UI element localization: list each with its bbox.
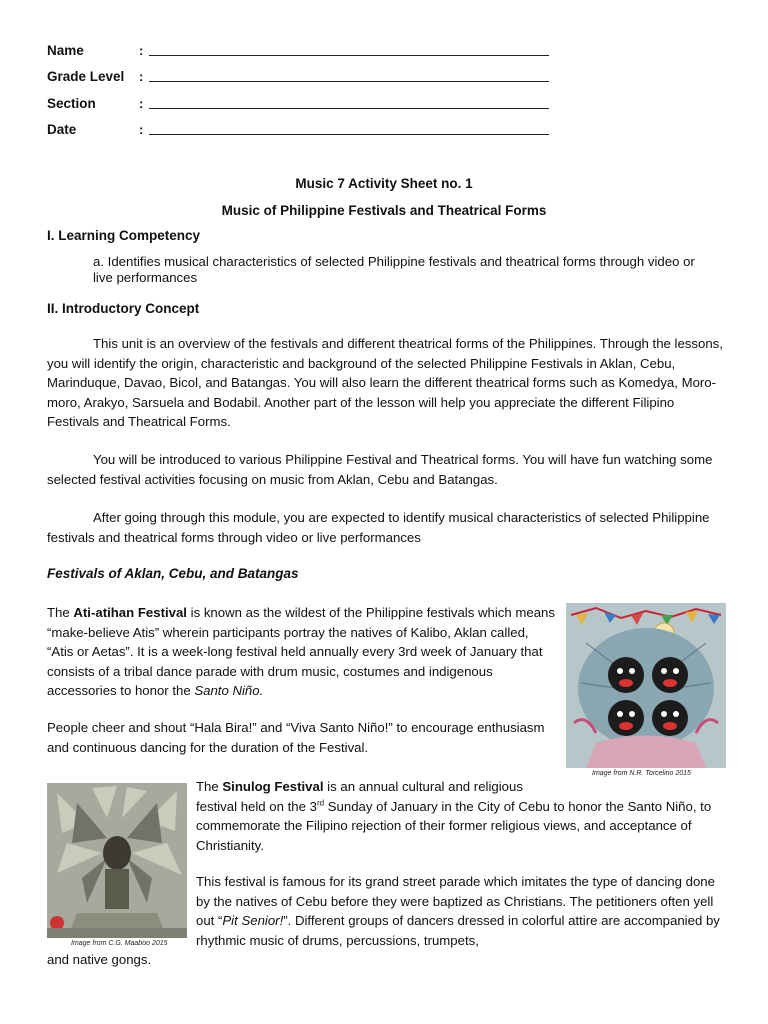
sinulog-last-line: and native gongs. xyxy=(47,952,152,967)
sinulog-para2-a: This festival is famous for its grand street parade which imitates the type of dancing done by the natives of Cebu before they were baptized as Christians. The petitioners often yell out “ xyxy=(196,874,715,928)
sinulog-body xyxy=(196,797,726,856)
sinulog-image xyxy=(47,783,187,938)
sinulog-first-line xyxy=(196,777,726,797)
intro-paragraph-2: You will be introduced to various Philippine Festival and Theatrical forms. You will have fun watching some selected festival activities focusing on music from Aklan, Cebu and Batangas. xyxy=(47,452,713,487)
sinulog-line1-post: is an annual cultural and religious xyxy=(323,779,523,794)
page-subtitle: Music of Philippine Festivals and Theatrical Forms xyxy=(221,203,547,218)
name-label: Name xyxy=(47,43,84,58)
sinulog-illustration xyxy=(47,783,187,938)
grade-level-colon: : xyxy=(139,69,144,84)
section-colon: : xyxy=(139,96,144,111)
grade-level-label: Grade Level xyxy=(47,69,125,84)
sinulog-line2-pre: festival held on the 3 xyxy=(196,798,317,814)
ati-pre: The xyxy=(47,605,74,620)
date-label: Date xyxy=(47,122,77,137)
sinulog-body-rest: Sunday of January in the City of Cebu to honor the Santo Niño, to commemorate the Filipino rejection of their former religious views, and acceptance of Christianity. xyxy=(196,798,712,853)
intro-paragraph-1: This unit is an overview of the festivals and different theatrical forms of the Philippines. Through the lessons, you will identify the origin, characteristic and background of the selected Philippine Festivals in Aklan, Cebu, Marinduque, Davao, Bicol, and Batangas. You will also learn the different theatrical forms such as Komedya, Moro-moro, Arakyo, Sarsuela and Bodabil. Another part of the lesson will help you appreciate the different Filipino Festivals and Theatrical Forms. xyxy=(47,336,723,429)
ati-atihan-illustration xyxy=(566,603,726,768)
sinulog-superscript: rd xyxy=(316,798,325,808)
ati-atihan-caption: Image from N.R. Torcelino 2015 xyxy=(592,770,691,777)
festivals-heading: Festivals of Aklan, Cebu, and Batangas xyxy=(47,566,299,581)
section-label: Section xyxy=(47,96,96,111)
sinulog-pre: The xyxy=(196,779,223,794)
sinulog-paragraph-2 xyxy=(196,872,726,950)
pit-senior-text: Pit Senior! xyxy=(222,913,284,928)
date-field[interactable] xyxy=(149,134,549,135)
grade-level-field[interactable] xyxy=(149,81,549,82)
sinulog-caption: Image from C.G. Maaboo 2015 xyxy=(71,940,168,947)
santo-nino-text: Santo Niño. xyxy=(194,683,264,698)
name-field[interactable] xyxy=(149,55,549,56)
sinulog-festival-name: Sinulog Festival xyxy=(222,779,324,794)
learning-competency-heading: I. Learning Competency xyxy=(47,228,201,243)
ati-atihan-paragraph-2: People cheer and shout “Hala Bira!” and “Viva Santo Niño!” to encourage enthusiasm and continuous dancing for the duration of the Festival. xyxy=(47,720,545,755)
ati-atihan-image xyxy=(566,603,726,768)
ati-text: is known as the wildest of the Philippine festivals which means “make-believe Atis” wherein participants portray the natives of Kalibo, Aklan called, “Atis or Aetas”. It is a week-long festival held annually every 3rd week of January that consists of a tribal dance parade with drum music, costumes and indigenous accessories to honor the xyxy=(47,605,555,698)
learning-competency-item: a. Identifies musical characteristics of selected Philippine festivals and theatrical forms through video or live performances xyxy=(93,254,695,285)
ati-atihan-name: Ati-atihan Festival xyxy=(73,605,187,620)
introductory-concept-heading: II. Introductory Concept xyxy=(47,301,200,316)
page-title: Music 7 Activity Sheet no. 1 xyxy=(295,176,473,191)
sinulog-paragraph xyxy=(196,777,726,855)
section-field[interactable] xyxy=(149,108,549,109)
name-colon: : xyxy=(139,43,144,58)
ati-atihan-paragraph xyxy=(47,603,557,701)
intro-paragraph-3: After going through this module, you are expected to identify musical characteristics of selected Philippine festivals and theatrical forms through video or live performances xyxy=(47,510,710,545)
sinulog-para2-b: ”. Different groups of dancers dressed in colorful attire are accompanied by rhythmic music of drums, percussions, trumpets, xyxy=(196,913,720,948)
date-colon: : xyxy=(139,122,144,137)
